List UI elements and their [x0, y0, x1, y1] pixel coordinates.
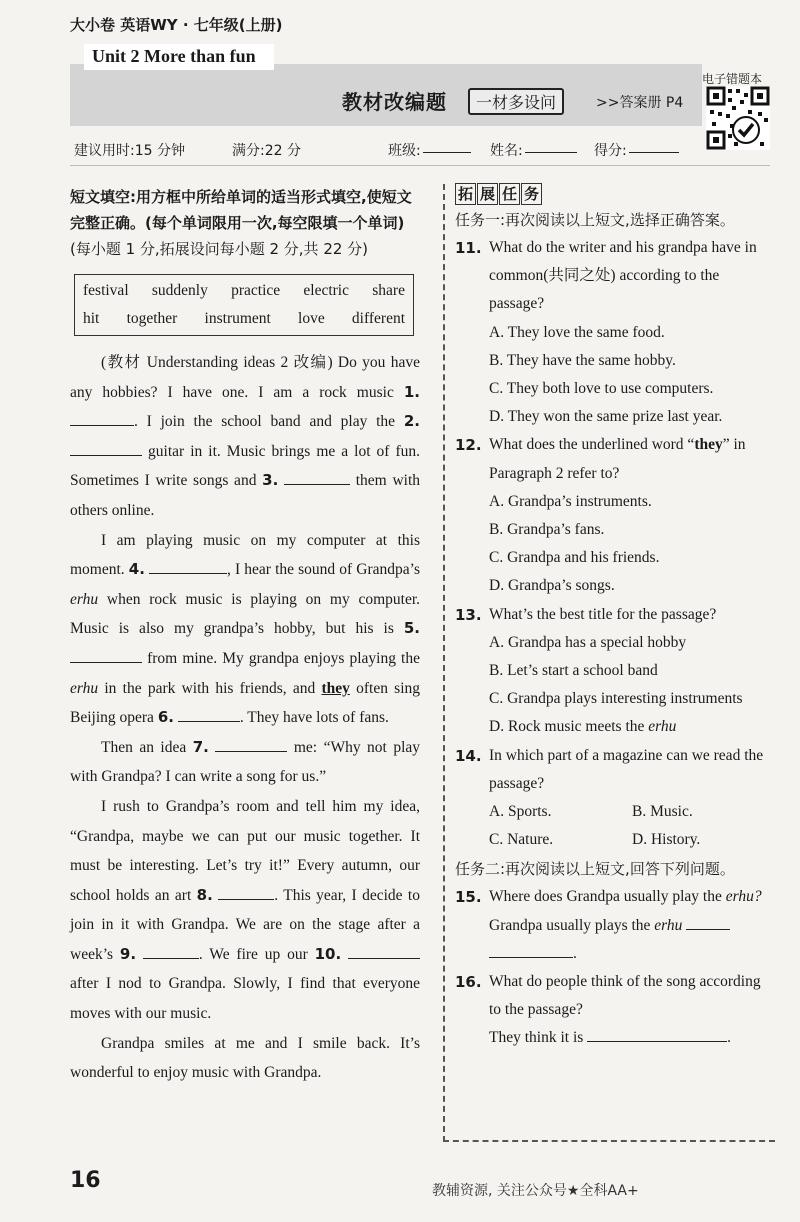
text: ” in Paragraph 2 refer to?: [489, 436, 746, 482]
full-score: 满分:22 分: [232, 143, 301, 159]
blank-10[interactable]: [348, 946, 420, 959]
blank-number: 3.: [262, 471, 279, 490]
paragraph-4: [70, 792, 420, 1029]
blank-1[interactable]: [70, 413, 134, 426]
instructions-bold: 短文填空:用方框中所给单词的适当形式填空,使短文完整正确。(每个单词限用一次,每空限填一个单词): [70, 188, 412, 232]
option[interactable]: A. Sports.: [489, 803, 552, 821]
word: share: [372, 282, 405, 299]
text: in the park with his friends, and: [104, 679, 316, 697]
question-number: 16.: [455, 973, 482, 992]
option[interactable]: D. Grandpa’s songs.: [489, 577, 615, 595]
class-label-text: 班级:: [388, 143, 421, 159]
blank-7[interactable]: [215, 739, 287, 752]
blank-number: 10.: [314, 944, 342, 963]
name-field: [525, 140, 577, 153]
bold-word: they: [694, 436, 723, 454]
text: . They have lots of fans.: [239, 709, 389, 727]
text: me: “Why not play with Grandpa? I can write a song for us.”: [70, 738, 421, 786]
text: when rock music is playing on my computer. Music is also my grandpa’s hobby, but his is: [70, 590, 420, 638]
text: them with others online.: [70, 472, 421, 519]
word: different: [351, 310, 405, 327]
blank-number: 6.: [157, 708, 174, 727]
word: love: [298, 310, 325, 327]
blank-number: 7.: [192, 737, 209, 756]
italic-word: erhu: [70, 679, 99, 697]
question-16: [455, 968, 775, 1053]
option[interactable]: C. Grandpa and his friends.: [489, 549, 660, 567]
option[interactable]: B. They have the same hobby.: [489, 351, 676, 369]
name-label: [490, 140, 523, 160]
name-label-text: 姓名:: [490, 143, 523, 159]
qr-code-icon: [706, 86, 770, 150]
text: guitar in it. Music brings me a lot of fun. Sometimes I write songs and: [70, 442, 421, 490]
question-text: What do the writer and his grandpa have in common(共同之处) according to the passage?: [489, 239, 757, 313]
word: practice: [231, 282, 281, 299]
word: together: [126, 310, 178, 327]
word: hit: [83, 310, 100, 327]
option[interactable]: [455, 713, 775, 741]
book-title: 大小卷 英语WY · 七年级(上册): [70, 16, 283, 34]
option[interactable]: C. They both love to use computers.: [489, 380, 714, 398]
unit-title: Unit 2 More than fun: [84, 44, 274, 70]
blank-2[interactable]: [70, 443, 142, 456]
italic-word: erhu: [648, 718, 677, 736]
task-2: 任务二:再次阅读以上短文,回答下列问题。: [455, 860, 735, 879]
text: Grandpa usually plays the: [489, 916, 651, 934]
extension-tasks: [443, 184, 775, 1142]
question-number: 15.: [455, 888, 482, 907]
blank-number: 8.: [196, 885, 213, 904]
paragraph-3: [70, 733, 420, 792]
word: suddenly: [151, 282, 208, 299]
question-text: In which part of a magazine can we read the passage?: [489, 746, 764, 792]
italic-word: erhu: [70, 590, 99, 608]
text: I rush to Grandpa’s room and tell him my idea, “Grandpa, maybe we can put our music together. It must be interesting. Let’s try it!” Every autumn, our school holds an art: [70, 797, 420, 904]
option[interactable]: A. Grandpa’s instruments.: [489, 492, 652, 510]
text: D. Rock music meets the: [489, 718, 645, 736]
blank-3[interactable]: [284, 472, 350, 485]
text: They think it is: [489, 1029, 584, 1047]
instructions-points: (每小题 1 分,拓展设问每小题 2 分,共 22 分): [70, 240, 369, 258]
option[interactable]: D. History.: [632, 831, 701, 849]
answer-line-2: .: [455, 940, 775, 968]
question-12: [455, 431, 775, 600]
word: festival: [83, 282, 129, 299]
qr-label: 电子错题本: [702, 72, 763, 86]
text: often sing Beijing opera: [70, 679, 421, 727]
option[interactable]: B. Grandpa’s fans.: [489, 521, 605, 539]
text: I am playing music on my computer at this moment.: [70, 531, 420, 579]
extension-title: [455, 183, 543, 205]
italic-word: erhu?: [725, 888, 762, 906]
question-text: What’s the best title for the passage?: [489, 605, 717, 623]
answer-blank[interactable]: [587, 1029, 727, 1042]
text: Then an idea: [101, 738, 187, 756]
paragraph-2: [70, 526, 420, 733]
answer-blank[interactable]: [489, 945, 573, 958]
answer-line: They think it is .: [489, 1029, 732, 1047]
class-field: [423, 140, 471, 153]
grade-label: [594, 140, 627, 160]
title-char: 展: [477, 183, 498, 205]
grade-field: [629, 140, 679, 153]
option[interactable]: B. Music.: [632, 803, 693, 821]
title-char: 务: [521, 183, 542, 205]
question-text: [489, 883, 762, 911]
task-1: 任务一:再次阅读以上短文,选择正确答案。: [455, 211, 735, 229]
title-char: 任: [499, 183, 520, 205]
blank-number: 9.: [119, 944, 137, 963]
text: What does the underlined word “: [489, 436, 695, 454]
question-number: 13.: [455, 605, 482, 624]
suggested-time: 建议用时:15 分钟: [74, 143, 185, 159]
question-number: 12.: [455, 436, 482, 455]
option[interactable]: A. They love the same food.: [489, 323, 665, 341]
question-number: 11.: [455, 239, 482, 257]
question-text: What do people think of the song according to the passage?: [489, 973, 761, 1019]
footer-note: 教辅资源, 关注公众号★全科AA+: [432, 1183, 639, 1199]
option[interactable]: B. Let’s start a school band: [489, 662, 658, 680]
cloze-section: [70, 184, 420, 1088]
text: , I hear the sound of Grandpa’s: [227, 561, 420, 579]
option[interactable]: C. Grandpa plays interesting instruments: [489, 690, 743, 708]
blank-8[interactable]: [218, 887, 274, 900]
title-char: 拓: [455, 183, 476, 205]
word: instrument: [204, 310, 271, 327]
question-13: [455, 601, 775, 742]
instructions: [70, 184, 420, 262]
answer-line: [455, 912, 775, 940]
word: electric: [303, 282, 349, 299]
option[interactable]: A. Grandpa has a special hobby: [489, 633, 687, 651]
section-tag: 一材多设问: [468, 88, 564, 115]
blank-6[interactable]: [178, 709, 240, 722]
text: . I join the school band and play the: [134, 413, 396, 431]
question-15: [455, 883, 775, 968]
text: Grandpa smiles at me and I smile back. It’s wonderful to enjoy music with Grandpa.: [70, 1034, 420, 1082]
text: . This year, I decide to join in it with Grandpa. We are on the stage after a week’s: [70, 886, 420, 963]
blank-4[interactable]: [149, 561, 227, 574]
blank-number: 1.: [403, 382, 420, 401]
blank-5[interactable]: [70, 650, 142, 663]
paragraph-5: [70, 1029, 420, 1088]
underlined-word: they: [321, 679, 350, 697]
text: Where does Grandpa usually play the: [489, 888, 722, 906]
grade-label-text: 得分:: [594, 143, 627, 159]
class-label: [388, 140, 421, 160]
text: . We fire up our: [198, 945, 308, 963]
text: (教材 Understanding ideas 2 改编) Do you have any hobbies? I have one. I am a rock music: [70, 354, 420, 401]
section-title: 教材改编题: [342, 90, 447, 114]
question-number: 14.: [455, 746, 482, 765]
answer-reference: >>答案册 P4: [596, 95, 684, 111]
text: from mine. My grandpa enjoys playing the: [147, 649, 420, 667]
blank-number: 5.: [403, 619, 421, 638]
italic-word: erhu: [654, 916, 683, 934]
answer-blank[interactable]: [686, 917, 730, 930]
option[interactable]: C. Nature.: [489, 831, 554, 849]
blank-number: 4.: [128, 560, 145, 579]
word-box: [74, 274, 414, 336]
question-11: [455, 234, 775, 431]
paragraph-1: [70, 348, 420, 526]
header-divider: [70, 165, 770, 166]
question-14: [455, 742, 775, 855]
page-number: 16: [70, 1168, 101, 1193]
option[interactable]: D. They won the same prize last year.: [489, 408, 723, 426]
question-text: [489, 431, 775, 487]
blank-9[interactable]: [143, 946, 199, 959]
blank-number: 2.: [403, 412, 420, 431]
text: after I nod to Grandpa. Slowly, I find that everyone moves with our music.: [70, 975, 420, 1023]
